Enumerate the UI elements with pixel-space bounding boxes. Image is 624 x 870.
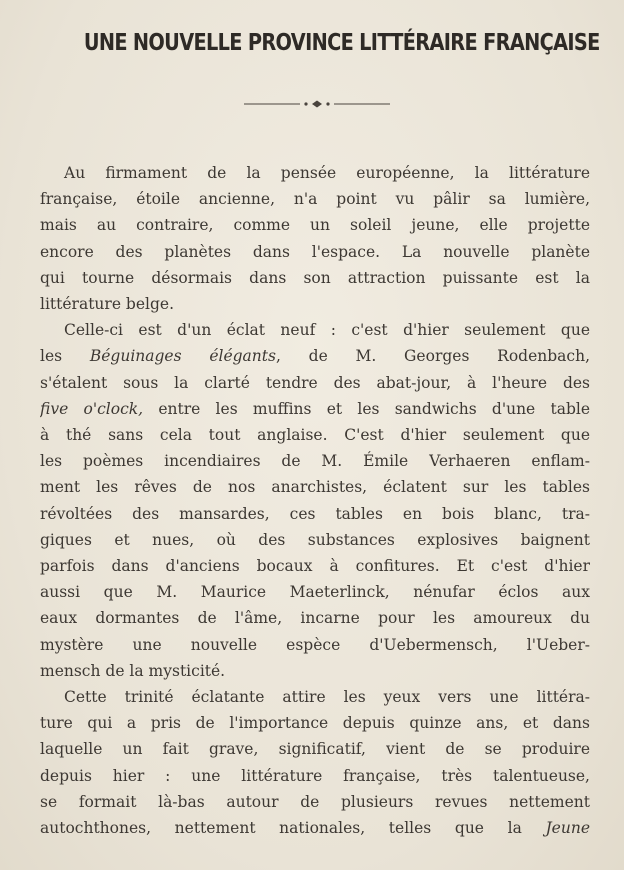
text-line: mystère une nouvelle espèce d'Uebermensch, l'Ueber- [40, 635, 590, 654]
page-title: UNE NOUVELLE PROVINCE LITTÉRAIRE FRANÇAISE [83, 30, 600, 56]
review-title-italic: Jeune [545, 819, 590, 838]
text-line: parfois dans d'anciens bocaux à confitures. Et c'est d'hier [40, 557, 590, 576]
book-title-italic: Béguinages élégants [89, 347, 276, 366]
text-line: littérature belge. [40, 295, 174, 314]
text-fragment: autochthones, nettement nationales, telles que la [40, 819, 546, 838]
text-line: ture qui a pris de l'importance depuis quinze ans, et dans [40, 714, 590, 733]
text-line: encore des planètes dans l'espace. La nouvelle planète [40, 242, 590, 261]
text-line [40, 815, 590, 841]
text-line: eaux dormantes de l'âme, incarne pour les amoureux du [40, 609, 590, 628]
text-line: mais au contraire, comme un soleil jeune, elle projette [40, 216, 590, 235]
text-line: française, étoile ancienne, n'a point vu pâlir sa lumière, [40, 190, 590, 209]
text-line: ment les rêves de nos anarchistes, éclatent sur les tables [40, 478, 590, 497]
text-line [40, 396, 590, 422]
italic-phrase: five o'clock, [40, 399, 144, 418]
text-line: giques et nues, où des substances explosives baignent [40, 530, 590, 549]
paragraph-2 [40, 317, 590, 684]
ornament-divider [244, 98, 390, 110]
text-fragment: les [40, 347, 90, 366]
paragraph-1 [40, 160, 590, 317]
text-line: à thé sans cela tout anglaise. C'est d'hier seulement que [40, 426, 590, 445]
article-body [40, 160, 590, 841]
text-line: Cette trinité éclatante attire les yeux vers une littéra- [64, 688, 590, 707]
text-fragment: entre les muffins et les sandwichs d'une table [143, 399, 590, 418]
text-line: mensch de la mysticité. [40, 661, 226, 680]
text-line: Celle-ci est d'un éclat neuf : c'est d'hier seulement que [64, 321, 590, 340]
text-line: révoltées des mansardes, ces tables en bois blanc, tra- [40, 504, 590, 523]
text-line: s'étalent sous la clarté tendre des abat-jour, à l'heure des [40, 373, 590, 392]
text-fragment: , de M. Georges Rodenbach, [275, 347, 590, 366]
text-line [40, 343, 590, 369]
text-line: laquelle un fait grave, significatif, vient de se produire [40, 740, 590, 759]
text-line: qui tourne désormais dans son attraction puissante est la [40, 268, 590, 287]
text-line: les poèmes incendiaires de M. Émile Verhaeren enflam- [40, 452, 590, 471]
text-line: Au firmament de la pensée européenne, la littérature [64, 164, 590, 182]
paragraph-3 [40, 684, 590, 841]
text-line: se formait là-bas autour de plusieurs revues nettement [40, 792, 590, 811]
text-line: aussi que M. Maurice Maeterlinck, nénufar éclos aux [40, 583, 590, 602]
text-line: depuis hier : une littérature française, très talentueuse, [40, 766, 590, 785]
